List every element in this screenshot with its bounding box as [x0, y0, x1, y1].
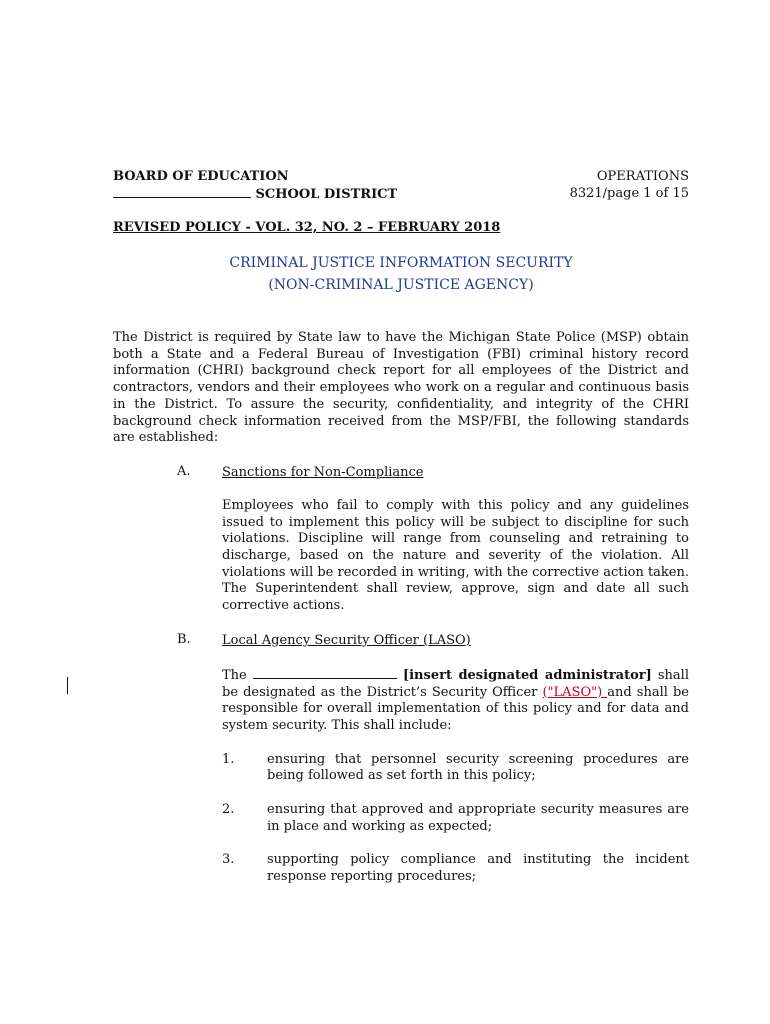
- list-item: [222, 852, 689, 885]
- text-cursor: [67, 677, 68, 694]
- section-a-heading: Sanctions for Non-Compliance: [222, 464, 424, 480]
- title-line-2: (NON-CRIMINAL JUSTICE AGENCY): [268, 277, 534, 293]
- title-line-1: CRIMINAL JUSTICE INFORMATION SECURITY: [229, 255, 573, 271]
- section-b-the: The: [222, 667, 247, 683]
- policy-title: [113, 252, 689, 296]
- laso-link[interactable]: ("LASO"): [542, 684, 608, 700]
- operations-label: OPERATIONS: [596, 169, 689, 184]
- section-a: [113, 464, 689, 615]
- section-b-body-mid: shall be designated as the District’s Security Officer: [222, 667, 689, 700]
- section-a-body: Employees who fail to comply with this policy and any guidelines issued to implement this policy will be subject to discipline for such violations. Discipline will range from counseling and retraining to discharge, based on the nature and severity of the violation. All violations will be recorded in writing, with the corrective action taken. The Superintendent shall review, approve, sign and date all such corrective actions.: [222, 497, 689, 614]
- section-b-heading: Local Agency Security Officer (LASO): [222, 632, 471, 648]
- page-reference: 8321/page 1 of 15: [569, 186, 689, 201]
- school-district-label: SCHOOL DISTRICT: [255, 187, 398, 202]
- header-row-2: [113, 185, 689, 203]
- insert-administrator-text: [insert designated administrator]: [402, 667, 652, 683]
- header-row-1: [113, 168, 689, 185]
- section-b: [113, 632, 689, 886]
- section-a-letter: A.: [177, 463, 191, 479]
- administrator-blank[interactable]: [253, 666, 397, 679]
- list-item-text: supporting policy compliance and instituting the incident response reporting procedures;: [267, 852, 689, 885]
- list-item-number: 1.: [222, 751, 235, 767]
- list-item: [222, 752, 689, 785]
- list-item-number: 3.: [222, 852, 235, 868]
- list-item-text: ensuring that approved and appropriate security measures are in place and working as expected;: [267, 802, 689, 834]
- list-item-text: ensuring that personnel security screening procedures are being followed as set forth in this policy;: [267, 751, 689, 784]
- section-b-body-end: and shall be responsible for overall implementation of this policy and for data and system security. This shall include:: [222, 684, 689, 733]
- district-name-blank[interactable]: [113, 185, 251, 198]
- document-page: [113, 168, 689, 886]
- list-item: [222, 802, 689, 835]
- section-b-letter: B.: [177, 631, 191, 647]
- school-district-line: [113, 185, 397, 203]
- list-item-number: 2.: [222, 802, 235, 818]
- section-b-body: [222, 666, 689, 735]
- board-of-education: BOARD OF EDUCATION: [113, 169, 289, 184]
- revised-policy-line: REVISED POLICY - VOL. 32, NO. 2 – FEBRUARY 2018: [113, 220, 501, 235]
- intro-paragraph: The District is required by State law to have the Michigan State Police (MSP) obtain both a State and a Federal Bureau of Investigation (FBI) criminal history record information (CHRI) background check report for all employees of the District and contractors, vendors and their employees who work on a regular and continuous basis in the District. To assure the security, confidentiality, and integrity of the CHRI background check information received from the MSP/FBI, the following standards are established:: [113, 330, 689, 446]
